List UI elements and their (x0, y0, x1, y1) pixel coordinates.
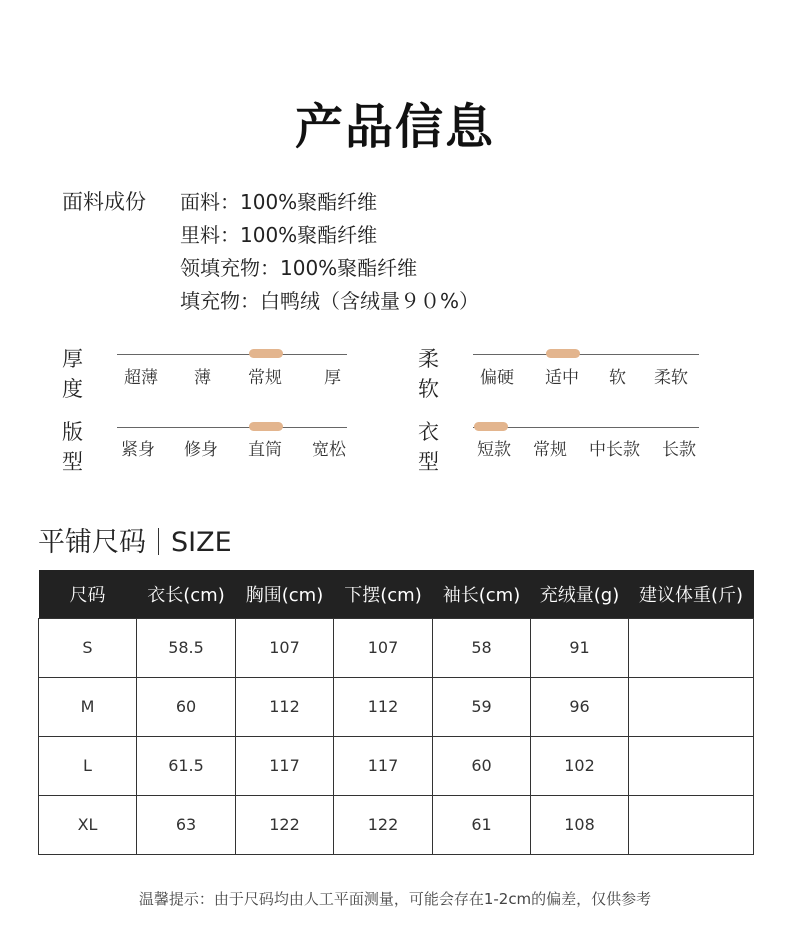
table-cell: 112 (236, 677, 334, 736)
table-cell (629, 795, 754, 854)
table-cell: 59 (433, 677, 531, 736)
column-header: 充绒量(g) (531, 570, 629, 618)
size-heading-en: SIZE (171, 527, 232, 558)
table-row (39, 618, 754, 677)
scale-label: 厚度 (62, 347, 83, 401)
table-cell (629, 677, 754, 736)
table-cell: 58.5 (137, 618, 236, 677)
scale-option: 偏硬 (480, 368, 514, 388)
scale-indicator (249, 349, 283, 358)
fabric-line-lining: 里料：100%聚酯纤维 (180, 223, 378, 247)
scale-track (473, 354, 699, 355)
table-cell: 63 (137, 795, 236, 854)
table-cell: 60 (137, 677, 236, 736)
page-title: 产品信息 (294, 99, 495, 155)
table-cell: 117 (334, 736, 433, 795)
table-cell: 61 (433, 795, 531, 854)
table-cell: 58 (433, 618, 531, 677)
scale-option: 长款 (662, 440, 696, 460)
scale-option: 软 (609, 368, 626, 388)
scale-option: 柔软 (654, 368, 688, 388)
table-cell: 122 (334, 795, 433, 854)
scale-label: 衣型 (418, 420, 439, 474)
table-cell: 107 (236, 618, 334, 677)
scale-option: 宽松 (312, 440, 346, 460)
table-cell: 107 (334, 618, 433, 677)
table-cell: XL (39, 795, 137, 854)
scale-indicator (474, 422, 508, 431)
scale-track (117, 354, 347, 355)
column-header: 尺码 (39, 570, 137, 618)
size-table (38, 570, 754, 855)
table-row (39, 677, 754, 736)
scale-option: 常规 (248, 368, 282, 388)
column-header: 下摆(cm) (334, 570, 433, 618)
size-section-heading (38, 520, 232, 559)
scale-option: 直筒 (248, 440, 282, 460)
scale-option: 中长款 (589, 440, 640, 460)
fabric-line-shell: 面料：100%聚酯纤维 (180, 190, 378, 214)
scale-option: 厚 (324, 368, 341, 388)
scale-track (117, 427, 347, 428)
scale-label: 版型 (62, 420, 83, 474)
table-row (39, 736, 754, 795)
scale-option: 短款 (477, 440, 511, 460)
table-header-row (39, 570, 754, 618)
column-header: 胸围(cm) (236, 570, 334, 618)
scale-option: 超薄 (124, 368, 158, 388)
scale-option: 修身 (184, 440, 218, 460)
table-cell: M (39, 677, 137, 736)
table-cell: 117 (236, 736, 334, 795)
table-cell: 91 (531, 618, 629, 677)
scale-option: 薄 (194, 368, 211, 388)
table-cell (629, 736, 754, 795)
table-cell: 108 (531, 795, 629, 854)
scale-option: 常规 (533, 440, 567, 460)
table-cell: L (39, 736, 137, 795)
table-row (39, 795, 754, 854)
fabric-line-fill: 填充物：白鸭绒（含绒量９０%） (180, 289, 480, 313)
column-header: 袖长(cm) (433, 570, 531, 618)
fabric-line-collar-fill: 领填充物：100%聚酯纤维 (180, 256, 418, 280)
table-cell: 61.5 (137, 736, 236, 795)
table-cell: 112 (334, 677, 433, 736)
scale-option: 紧身 (121, 440, 155, 460)
measurement-note: 温馨提示：由于尺码均由人工平面测量，可能会存在1-2cm的偏差，仅供参考 (138, 890, 652, 908)
table-cell: 102 (531, 736, 629, 795)
column-header: 建议体重(斤) (629, 570, 754, 618)
heading-divider (158, 528, 159, 555)
table-cell: 96 (531, 677, 629, 736)
size-heading-cn: 平铺尺码 (38, 527, 146, 558)
scale-indicator (546, 349, 580, 358)
fabric-label: 面料成份 (62, 190, 146, 214)
scale-indicator (249, 422, 283, 431)
table-cell (629, 618, 754, 677)
table-cell: S (39, 618, 137, 677)
column-header: 衣长(cm) (137, 570, 236, 618)
scale-option: 适中 (545, 368, 579, 388)
table-cell: 122 (236, 795, 334, 854)
scale-label: 柔软 (418, 347, 439, 401)
table-cell: 60 (433, 736, 531, 795)
